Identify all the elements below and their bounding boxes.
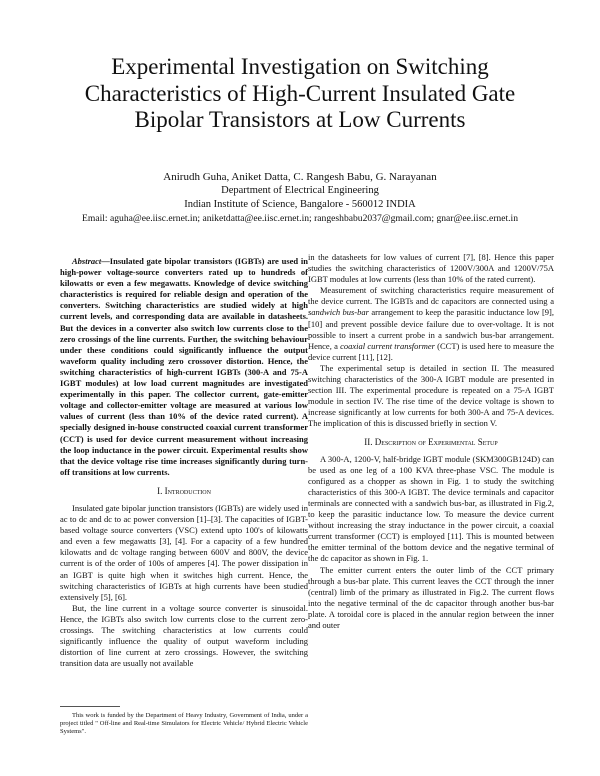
institution: Indian Institute of Science, Bangalore - 560012 INDIA bbox=[184, 199, 416, 210]
setup-paragraph-2: The emitter current enters the outer limb of the CCT primary through a bus-bar plate. This current leaves the CCT through the inner (central) limb of the primary as illustrated in Fig.2. The current flows into the negative terminal of the dc capacitor through another bus-bar plate. A toroidal core is placed in the annular region between the inner and outer bbox=[308, 564, 554, 630]
right-paragraph-2: The experimental setup is detailed in section II. The measured switching characteristics of the 300-A IGBT module are presented in section III. The experimental procedure is repeated on a 75-A IGBT module in section IV. The rise time of the device voltage is shown to increase significantly at low currents for both 300-A and 75-A devices. The implication of this is discussed briefly in section V. bbox=[308, 362, 554, 429]
right-paragraph-1-part-c: (CCT) is used here to measure the device current [11], [12]. bbox=[308, 340, 554, 362]
right-paragraph-1 bbox=[308, 285, 554, 363]
author-names: Anirudh Guha, Aniket Datta, C. Rangesh Babu, G. Narayanan bbox=[163, 171, 437, 183]
coaxial-ct-term: coaxial current transformer bbox=[340, 340, 435, 351]
right-paragraph-1-part-a: Measurement of switching characteristics require measurement of the device current. The IGBTs and dc capacitors are connected using a bbox=[308, 285, 554, 307]
intro-paragraph-1: Insulated gate bipolar junction transistors (IGBTs) are widely used in ac to dc and dc to ac power conversion [1]–[3]. The capacities of IGBT-based voltage source converters (VSC) extend upto 100's of kilowatts and even a few megawatts [3], [4]. For a capacity of a few hundred kilowatts and dc voltage ranging between 600V and 800V, the device current is of the order of 100s of amperes [4]. The power dissipation in an IGBT is quite high when it switches high current. Hence, the switching characteristics of IGBTs at high currents have been studied extensively [5], [6]. bbox=[60, 502, 308, 602]
section-heading-introduction: I. Introduction bbox=[157, 485, 211, 496]
abstract bbox=[60, 256, 308, 478]
paper-title: Experimental Investigation on Switching Characteristics of High-Current Insulated Gate Bipolar Transistors at Low Currents bbox=[84, 54, 516, 132]
footnote bbox=[60, 712, 308, 736]
section-heading-experimental-setup: II. Description of Experimental Setup bbox=[364, 436, 498, 447]
right-paragraph-1-part-b: arrangement to keep the parasitic inductance low [9], [10] and prevent possible device failure due to over-voltage. It is not possible to insert a current probe in a sandwich bus-bar arrangement. Hence, a bbox=[308, 307, 554, 351]
author-block bbox=[40, 170, 560, 226]
department: Department of Electrical Engineering bbox=[221, 185, 379, 196]
footnote-text: This work is funded by the Department of Heavy Industry, Government of India, under a project titled " Off-line and Real-time Simulators for Electric Vehicle/ Hybrid Electric Vehicle Systems". bbox=[60, 712, 308, 735]
abstract-label: Abstract bbox=[72, 256, 102, 266]
sandwich-bus-bar-term: sandwich bus-bar bbox=[308, 307, 369, 318]
right-paragraph-0: in the datasheets for low values of current [7], [8]. Hence this paper studies the switching characteristics of 1200V/300A and 1200V/75A IGBT modules at low currents (less than 10% of the rated current). bbox=[308, 252, 554, 285]
intro-paragraph-2: But, the line current in a voltage source converter is sinusoidal. Hence, the IGBTs also switch low currents close to the current zero-crossings. The switching characteristics at low currents could significantly influence the quality of output waveform including distortion of line current at zero crossings. However, the switching transition data are usually not available bbox=[60, 602, 308, 669]
setup-paragraph-1: A 300-A, 1200-V, half-bridge IGBT module (SKM300GB124D) can be used as one leg of a 100 KVA three-phase VSC. The module is configured as a chopper as shown in Fig. 1 to study the switching characteristics of this 300-A IGBT. The device terminals and capacitor terminals are connected with a sandwich bus-bar, as illustrated in Fig.2, to keep the parasitic inductance low. To measure the device current without increasing the stray inductance in the power circuit, a coaxial current transformer (CCT) is employed [11]. This is mounted between the emitter terminal of the bottom device and the negative terminal of the dc capacitor as shown in Fig. 1. bbox=[308, 453, 554, 564]
abstract-text: —Insulated gate bipolar transistors (IGBTs) are used in high-power voltage-source converters rated up to hundreds of kilowatts or even a few megawatts. Knowledge of device switching characteristics is required for reliable design and operation of the converters. Switching characteristics are studied widely at high current levels, and corresponding data are available in datasheets. But the devices in a converter also switch low currents close to the zero crossings of the line currents. Further, the switching behaviour under these conditions could significantly influence the output waveform quality including zero crossover distortion. Hence, the switching characteristics of high-current IGBTs (300-A and 75-A IGBT modules) at low load current magnitudes are investigated experimentally in this paper. The collector current, gate-emitter voltage and collector-emitter voltage are measured at various low values of current (less than 10% of the device rated current). A specially designed in-house constructed coaxial current transformer (CCT) is used for device current measurement without increasing the loop inductance in the power circuit. Experimental results show that the device voltage rise time increases significantly during turn-off transitions at low currents. bbox=[60, 256, 308, 477]
email-line: Email: aguha@ee.iisc.ernet.in; aniketdatta@ee.iisc.ernet.in; rangeshbabu2037@gmail.com; gnar@ee.iisc.ernet.in bbox=[82, 213, 518, 224]
right-column bbox=[308, 252, 554, 631]
footnote-rule bbox=[60, 706, 120, 707]
left-column bbox=[60, 256, 308, 669]
